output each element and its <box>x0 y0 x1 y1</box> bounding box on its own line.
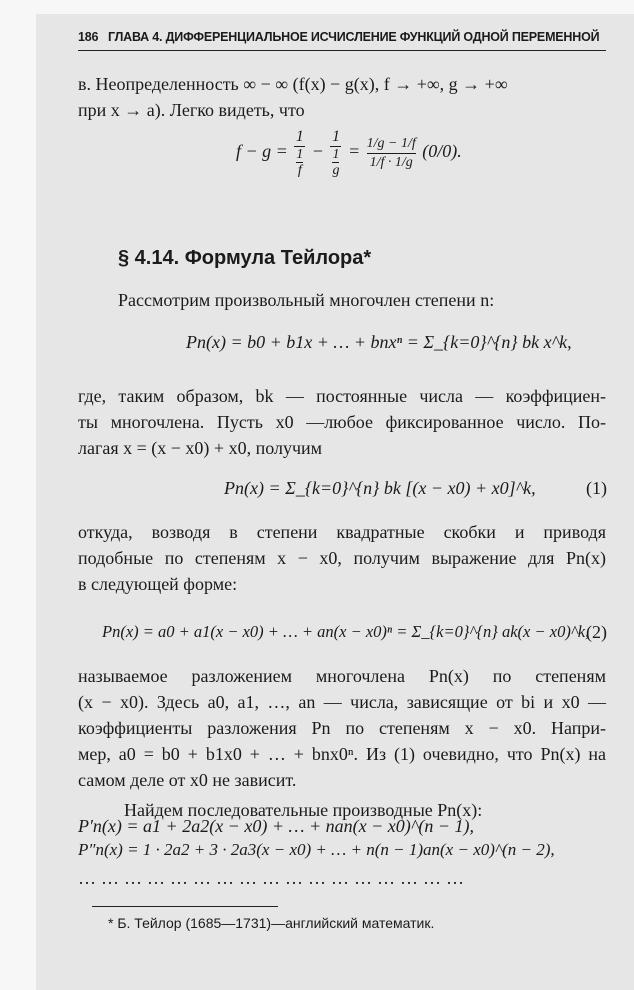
intro-line-2: при x → a). Легко видеть, что <box>78 100 305 120</box>
body-p3-line-4: мер, a0 = b0 + b1x0 + … + bnx0ⁿ. Из (1) очевидно, что Pn(x) на <box>78 744 606 764</box>
body-p3-line-2: (x − x0). Здесь a0, a1, …, an — числа, зависящие от bi и x0 — <box>78 692 606 712</box>
body-p1-line-1: где, таким образом, bk — постоянные числа — коэффициен- <box>78 386 606 406</box>
formula-f-minus-g: f − g = $\frac{1}{\frac{1}{f}}$ − $\frac{1}{\frac{1}{g}}$ = $\frac{1/g - 1/f}{1/f \cdot 1/g}$ (0/0). <box>236 128 462 178</box>
body-p2-line-2: подобные по степеням x − x0, получим выражение для Pn(x) <box>78 548 606 568</box>
body-p4: Найдем последовательные производные Pn(x): <box>124 800 483 820</box>
body-p1-line-3: лагая x = (x − x0) + x0, получим <box>78 438 323 458</box>
section-lead: Рассмотрим произвольный многочлен степени n: <box>118 290 495 310</box>
section-title: § 4.14. Формула Тейлора* <box>118 247 372 269</box>
formula-first-derivative: P′n(x) = a1 + 2a2(x − x0) + … + nan(x − x0)^(n − 1), <box>78 816 474 836</box>
chapter-title: ГЛАВА 4. ДИФФЕРЕНЦИАЛЬНОЕ ИСЧИСЛЕНИЕ ФУНКЦИЙ ОДНОЙ ПЕРЕМЕННОЙ <box>108 30 600 44</box>
body-p3-line-1: называемое разложением многочлена Pn(x) по степеням <box>78 666 606 686</box>
body-p1-line-2: ты многочлена. Пусть x0 —любое фиксированное число. По- <box>78 412 606 432</box>
equation-number-2: (2) <box>586 622 607 642</box>
running-header <box>78 28 606 51</box>
body-p2-line-1: откуда, возводя в степени квадратные скобки и приводя <box>78 522 606 542</box>
intro-line-1: в. Неопределенность ∞ − ∞ (f(x) − g(x), f → +∞, g → +∞ <box>78 74 508 94</box>
body-p3-line-5: самом деле от x0 не зависит. <box>78 770 297 790</box>
formula-second-derivative: P″n(x) = 1 · 2a2 + 3 · 2a3(x − x0) + … + n(n − 1)an(x − x0)^(n − 2), <box>78 840 555 859</box>
frac-one-over-f: $\frac{1}{\frac{1}{f}}$ <box>295 128 304 178</box>
formula-pn-definition: Pn(x) = b0 + b1x + … + bnxⁿ = Σ_{k=0}^{n} bk x^k, <box>186 332 572 352</box>
footnote: * Б. Тейлор (1685—1731)—английский математик. <box>108 915 435 931</box>
formula-eq2: Pn(x) = a0 + a1(x − x0) + … + an(x − x0)ⁿ = Σ_{k=0}^{n} ak(x − x0)^k, <box>102 622 590 641</box>
continuation-dots: …………………………………………… <box>78 868 469 888</box>
body-p3-line-3: коэффициенты разложения Pn по степеням x − x0. Напри- <box>78 718 606 738</box>
equation-number-1: (1) <box>586 478 607 498</box>
formula-eq1: Pn(x) = Σ_{k=0}^{n} bk [(x − x0) + x0]^k, <box>224 478 536 498</box>
frac-combined: $\frac{1/g - 1/f}{1/f \cdot 1/g}$ <box>366 135 416 170</box>
footnote-rule <box>92 906 278 907</box>
page-number: 186 <box>78 30 99 44</box>
body-p2-line-3: в следующей форме: <box>78 574 238 594</box>
frac-one-over-g: $\frac{1}{\frac{1}{g}}$ <box>331 128 340 178</box>
